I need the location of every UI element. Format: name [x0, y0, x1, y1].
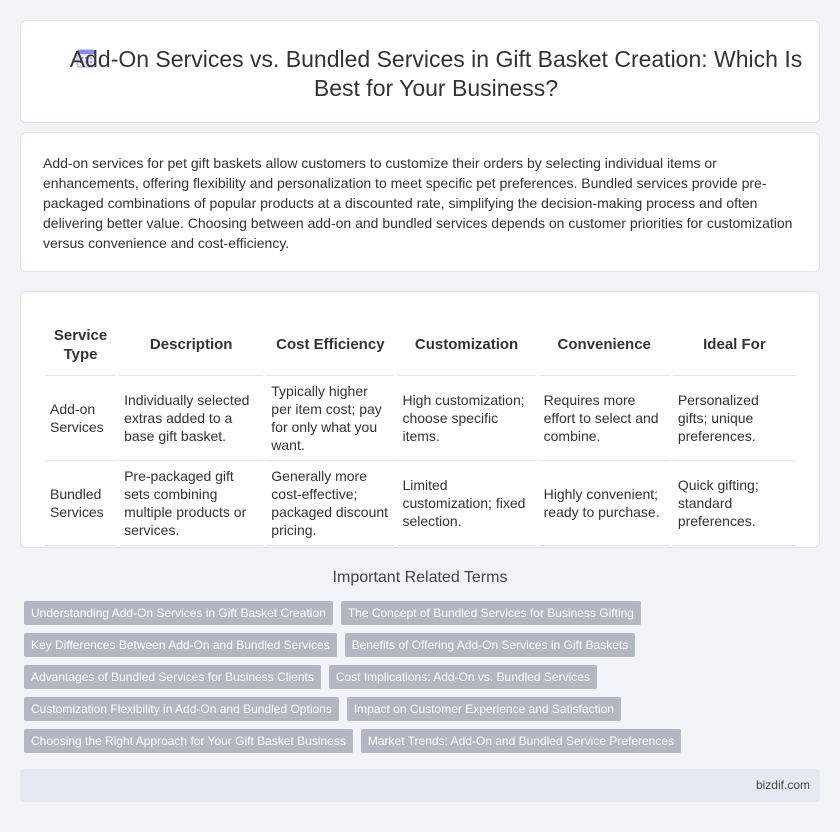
- related-term-link[interactable]: Advantages of Bundled Services for Business Clients: [24, 665, 321, 689]
- footer-site[interactable]: bizdif.com: [755, 778, 810, 792]
- related-terms-row: [24, 633, 635, 657]
- header-convenience: Convenience: [539, 314, 670, 376]
- header-description: Description: [119, 314, 263, 376]
- page-title: Add-On Services vs. Bundled Services in Gift Basket Creation: Which Is Best for Your Business?: [69, 46, 803, 101]
- intro-card: [20, 132, 820, 272]
- intro-paragraph: Add-on services for pet gift baskets allow customers to customize their orders by selecting individual items or enhancements, offering flexibility and personalization to meet specific pet preferences. Bundled services provide pre-packaged combinations of popular products at a discounted rate, simplifying the decision-making process and often delivering better value. Choosing between add-on and bundled services depends on customer priorities for customization versus convenience and cost-efficiency.: [43, 155, 793, 251]
- header-customization: Customization: [397, 314, 535, 376]
- related-term-link[interactable]: The Concept of Bundled Services for Business Gifting: [341, 601, 641, 625]
- related-terms-row: [24, 601, 641, 625]
- cell-cost-efficiency: Typically higher per item cost; pay for only what you want.: [266, 376, 394, 461]
- related-term-link[interactable]: Choosing the Right Approach for Your Gift Basket Business: [24, 729, 353, 753]
- cell-service-type: Add-on Services: [45, 376, 116, 461]
- related-term-link[interactable]: Key Differences Between Add-On and Bundled Services: [24, 633, 337, 657]
- cell-cost-efficiency: Generally more cost-effective; packaged discount pricing.: [266, 461, 394, 546]
- cell-customization: High customization; choose specific items.: [397, 376, 535, 461]
- cell-ideal-for: Quick gifting; standard preferences.: [673, 461, 796, 546]
- header-ideal-for: Ideal For: [673, 314, 796, 376]
- cell-service-type: Bundled Services: [45, 461, 116, 546]
- cell-customization: Limited customization; fixed selection.: [397, 461, 535, 546]
- cell-ideal-for: Personalized gifts; unique preferences.: [673, 376, 796, 461]
- table-header-row: [45, 314, 796, 376]
- related-term-link[interactable]: Market Trends: Add-On and Bundled Service Preferences: [361, 729, 681, 753]
- table-row: [45, 461, 796, 546]
- cell-convenience: Requires more effort to select and combine.: [539, 376, 670, 461]
- footer-bar: [20, 769, 820, 802]
- related-term-link[interactable]: Cost Implications: Add-On vs. Bundled Services: [329, 665, 597, 689]
- related-term-link[interactable]: Understanding Add-On Services in Gift Basket Creation: [24, 601, 333, 625]
- cell-convenience: Highly convenient; ready to purchase.: [539, 461, 670, 546]
- comparison-table: [42, 314, 799, 546]
- cell-description: Pre-packaged gift sets combining multiple products or services.: [119, 461, 263, 546]
- related-term-link[interactable]: Impact on Customer Experience and Satisfaction: [347, 697, 621, 721]
- related-terms-row: [24, 729, 681, 753]
- table-card: [20, 291, 820, 548]
- cell-description: Individually selected extras added to a base gift basket.: [119, 376, 263, 461]
- related-terms-title: Important Related Terms: [332, 569, 508, 586]
- related-term-link[interactable]: Benefits of Offering Add-On Services in Gift Baskets: [345, 633, 636, 657]
- table-row: [45, 376, 796, 461]
- header-service-type: Service Type: [45, 314, 116, 376]
- related-terms-row: [24, 665, 597, 689]
- header-card: [20, 20, 820, 123]
- related-term-link[interactable]: Customization Flexibility in Add-On and Bundled Options: [24, 697, 339, 721]
- related-terms-row: [24, 697, 621, 721]
- header-cost-efficiency: Cost Efficiency: [266, 314, 394, 376]
